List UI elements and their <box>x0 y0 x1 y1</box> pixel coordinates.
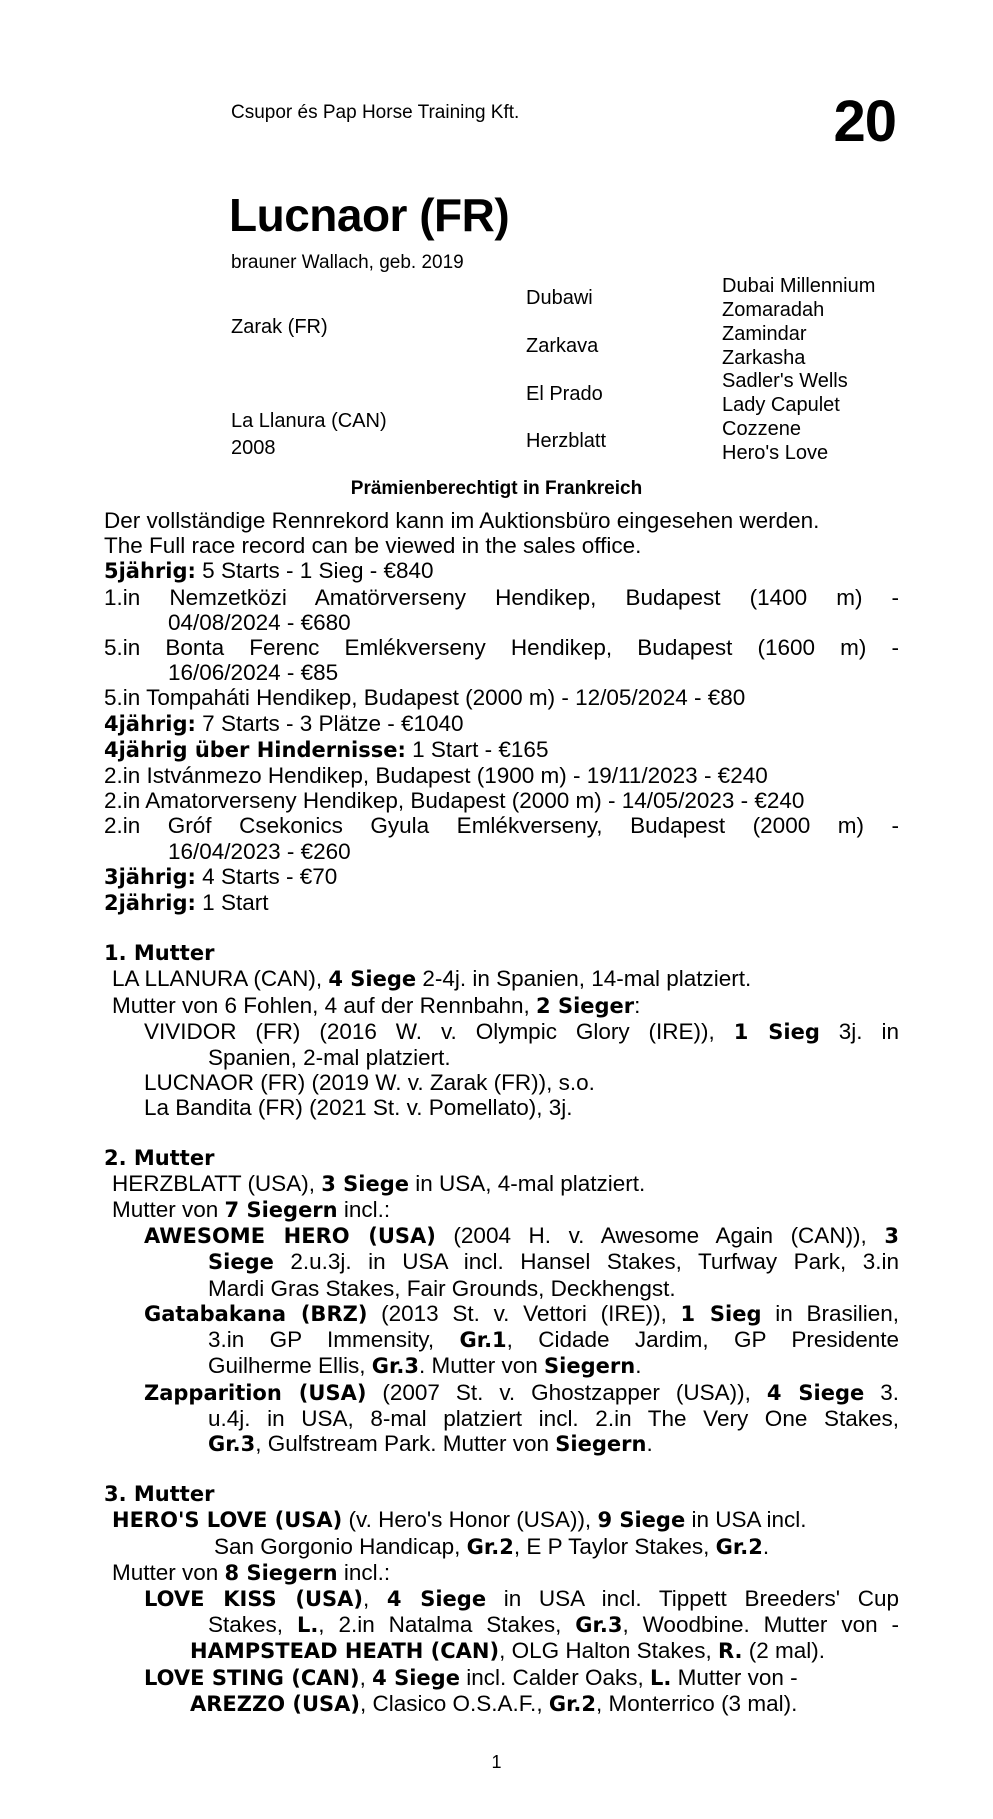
age-summary: 4 Starts - €70 <box>195 863 338 889</box>
bold-text: 4 Siege <box>766 1380 865 1405</box>
bold-text: HERO'S LOVE (USA) <box>112 1508 343 1533</box>
text-segment: . <box>646 1430 653 1456</box>
pedigree-dam-dam: Herzblatt <box>526 430 607 452</box>
text-segment: in Brasilien, <box>761 1300 899 1326</box>
text-segment: LA LLANURA (CAN), <box>112 966 329 992</box>
dam-line <box>104 1171 899 1197</box>
dam-1-section <box>104 941 899 1120</box>
age-label: 5jährig: <box>104 559 196 584</box>
dam-line <box>104 1197 899 1223</box>
offspring-line <box>104 1665 899 1691</box>
bold-text: Zapparition (USA) <box>144 1380 367 1405</box>
pedigree-ggp: Hero's Love <box>722 442 829 464</box>
age-label: 2jährig: <box>104 891 196 916</box>
grand-offspring-line <box>104 1691 899 1717</box>
lot-number: 20 <box>833 89 896 154</box>
text-segment: , Clasico O.S.A.F., <box>360 1690 549 1716</box>
record-age-5 <box>104 558 899 584</box>
bold-text: 3 <box>884 1224 899 1249</box>
pedigree-sire-dam: Zarkava <box>526 335 599 357</box>
bold-text: 1 Sieg <box>733 1019 820 1044</box>
horse-name: Lucnaor (FR) <box>229 189 510 241</box>
race-record <box>104 508 899 916</box>
text-segment: Mutter von <box>112 1197 225 1223</box>
bold-text: Gr.3 <box>371 1354 419 1379</box>
text-segment: (2007 St. v. Ghostzapper (USA)), <box>366 1379 767 1405</box>
race-line: 04/08/2024 - €680 <box>168 609 351 635</box>
pedigree-dam-year: 2008 <box>231 437 276 459</box>
dam-line <box>104 1560 899 1586</box>
text-segment: (2004 H. v. Awesome Again (CAN)), <box>435 1223 885 1249</box>
record-age-4 <box>104 711 899 737</box>
bold-text: L. <box>650 1665 672 1690</box>
bold-text: HAMPSTEAD HEATH (CAN) <box>190 1639 500 1664</box>
age-summary: 5 Starts - 1 Sieg - €840 <box>195 558 434 584</box>
text-segment: in USA, 4-mal platziert. <box>408 1170 646 1196</box>
bold-text: LOVE STING (CAN) <box>144 1665 360 1690</box>
text-segment: incl.: <box>337 1197 391 1223</box>
age-summary: 7 Starts - 3 Plätze - €1040 <box>195 710 464 736</box>
text-segment: , Cidade Jardim, GP Presidente <box>506 1327 899 1353</box>
bold-text: AWESOME HERO (USA) <box>144 1224 436 1249</box>
section-heading: 2. Mutter <box>104 1145 215 1170</box>
offspring-line: LUCNAOR (FR) (2019 W. v. Zarak (FR)), s.o. <box>144 1070 595 1096</box>
race-line: 5.in Bonta Ferenc Emlékverseny Hendikep, Budapest (1600 m) - <box>104 635 899 661</box>
bold-text: 3 Siege <box>321 1171 409 1196</box>
text-segment: , <box>359 1664 373 1690</box>
pedigree-ggp: Sadler's Wells <box>722 370 848 392</box>
text-segment: Stakes, <box>208 1612 297 1638</box>
offspring-line: u.4j. in USA, 8-mal platziert incl. 2.in The Very One Stakes, <box>208 1405 899 1431</box>
bold-text: 2 Sieger <box>536 993 635 1018</box>
horse-description: brauner Wallach, geb. 2019 <box>231 252 464 273</box>
race-line: 5.in Tompaháti Hendikep, Budapest (2000 m) - 12/05/2024 - €80 <box>104 685 746 711</box>
text-segment: San Gorgonio Handicap, <box>214 1533 467 1559</box>
text-segment: 3. <box>864 1379 899 1405</box>
text-segment: , Gulfstream Park. Mutter von <box>255 1430 556 1456</box>
bold-text: 9 Siege <box>597 1508 686 1533</box>
consignor-name: Csupor és Pap Horse Training Kft. <box>231 102 520 123</box>
text-segment: Mutter von <box>112 1559 225 1585</box>
pedigree-sire-sire: Dubawi <box>526 287 593 309</box>
text-segment: in USA incl. Tippett Breeders' Cup <box>486 1585 899 1611</box>
bold-text: R. <box>717 1639 743 1664</box>
offspring-line <box>104 1353 899 1379</box>
pedigree-dam-sire: El Prado <box>526 383 603 405</box>
bold-text: AREZZO (USA) <box>190 1691 361 1716</box>
age-label: 3jährig: <box>104 864 196 889</box>
bold-text: 1 Sieg <box>680 1301 762 1326</box>
record-note-en: The Full race record can be viewed in the sales office. <box>104 533 642 559</box>
race-line: 2.in Gróf Csekonics Gyula Emlékverseny, Budapest (2000 m) - <box>104 813 899 839</box>
age-summary: 1 Start <box>195 890 269 916</box>
race-line: 16/06/2024 - €85 <box>168 660 339 686</box>
offspring-line <box>104 1431 899 1457</box>
offspring-line: Mardi Gras Stakes, Fair Grounds, Deckhengst. <box>208 1275 676 1301</box>
text-segment: HERZBLATT (USA), <box>112 1170 322 1196</box>
bold-text: Gr.3 <box>208 1431 256 1456</box>
pedigree-ggp: Lady Capulet <box>722 394 840 416</box>
bold-text: 8 Siegern <box>224 1560 338 1585</box>
pedigree-ggp: Cozzene <box>722 418 801 440</box>
bold-text: Gatabakana (BRZ) <box>144 1301 368 1326</box>
catalogue-body <box>104 508 899 1717</box>
section-heading: 1. Mutter <box>104 941 215 966</box>
race-line: 2.in Amatorverseny Hendikep, Budapest (2000 m) - 14/05/2023 - €240 <box>104 788 805 814</box>
text-segment: Mutter von - <box>671 1664 798 1690</box>
record-age-2 <box>104 890 899 916</box>
dam-line <box>104 1507 899 1533</box>
bold-text: Siegern <box>555 1431 647 1456</box>
bold-text: 4 Siege <box>372 1665 460 1690</box>
pedigree-sire: Zarak (FR) <box>231 316 328 338</box>
section-heading: 3. Mutter <box>104 1482 215 1507</box>
premium-note: Prämienberechtigt in Frankreich <box>350 478 643 499</box>
offspring-line <box>104 1586 899 1612</box>
bold-text: Gr.3 <box>575 1613 623 1638</box>
offspring-line <box>104 1019 899 1045</box>
record-note-de: Der vollständige Rennrekord kann im Auktionsbüro eingesehen werden. <box>104 508 820 533</box>
bold-text: Siegern <box>544 1354 636 1379</box>
dam-2-section <box>104 1146 899 1457</box>
text-segment: 3j. in <box>819 1018 899 1044</box>
text-segment: (2 mal). <box>742 1638 826 1664</box>
dam-line <box>104 1534 899 1560</box>
text-segment: incl. Calder Oaks, <box>459 1664 651 1690</box>
text-segment: , <box>362 1585 387 1611</box>
grand-offspring-line <box>104 1638 899 1664</box>
dam-3-section <box>104 1482 899 1717</box>
dam-line <box>104 966 899 992</box>
bold-text: Gr.1 <box>459 1328 507 1353</box>
offspring-line <box>104 1380 899 1406</box>
page-number: 1 <box>491 1752 502 1772</box>
bold-text: 4 Siege <box>328 967 417 992</box>
age-summary: 1 Start - €165 <box>405 736 549 762</box>
race-line: 2.in Istvánmezo Hendikep, Budapest (1900 m) - 19/11/2023 - €240 <box>104 763 768 789</box>
text-segment: . Mutter von <box>419 1353 545 1379</box>
record-age-3 <box>104 864 899 890</box>
offspring-line <box>104 1612 899 1638</box>
text-segment: , Woodbine. Mutter von - <box>622 1612 899 1638</box>
bold-text: 4 Siege <box>386 1586 487 1611</box>
text-segment: . <box>635 1353 642 1379</box>
text-segment: , 2.in Natalma Stakes, <box>318 1612 576 1638</box>
text-segment: , OLG Halton Stakes, <box>499 1638 718 1664</box>
text-segment: 2.u.3j. in USA incl. Hansel Stakes, Turfway Park, 3.in <box>273 1249 899 1275</box>
offspring-line: Spanien, 2-mal platziert. <box>208 1045 451 1071</box>
text-segment: (2013 St. v. Vettori (IRE)), <box>367 1300 681 1326</box>
pedigree-dam: La Llanura (CAN) <box>231 410 387 432</box>
age-label: 4jährig: <box>104 711 196 736</box>
offspring-line <box>104 1301 899 1327</box>
text-segment: 2-4j. in Spanien, 14-mal platziert. <box>416 966 752 992</box>
bold-text: Gr.2 <box>466 1534 514 1559</box>
offspring-line <box>104 1327 899 1353</box>
bold-text: Gr.2 <box>548 1691 597 1716</box>
pedigree-ggp: Zomaradah <box>722 299 825 321</box>
pedigree-ggp: Dubai Millennium <box>722 275 876 297</box>
text-segment: , E P Taylor Stakes, <box>513 1533 716 1559</box>
bold-text: L. <box>296 1613 319 1638</box>
bold-text: Siege <box>208 1250 274 1275</box>
text-segment: in USA incl. <box>685 1507 807 1533</box>
text-segment: Guilherme Ellis, <box>208 1353 372 1379</box>
bold-text: Gr.2 <box>715 1534 763 1559</box>
offspring-line <box>104 1249 899 1275</box>
pedigree-ggp: Zarkasha <box>722 347 806 369</box>
offspring-line <box>104 1223 899 1249</box>
race-line: 16/04/2023 - €260 <box>168 838 351 864</box>
text-segment: (v. Hero's Honor (USA)), <box>342 1507 598 1533</box>
text-segment: Mutter von 6 Fohlen, 4 auf der Rennbahn, <box>112 992 537 1018</box>
offspring-line: La Bandita (FR) (2021 St. v. Pomellato), 3j. <box>144 1095 573 1121</box>
text-segment: VIVIDOR (FR) (2016 W. v. Olympic Glory (IRE)), <box>144 1018 734 1044</box>
pedigree-ggp: Zamindar <box>722 323 807 345</box>
text-segment: . <box>762 1533 770 1559</box>
text-segment: 3.in GP Immensity, <box>208 1327 460 1353</box>
dam-line <box>104 993 899 1019</box>
record-age-4-hurdles <box>104 737 899 763</box>
bold-text: LOVE KISS (USA) <box>144 1586 363 1611</box>
bold-text: 7 Siegern <box>224 1198 338 1223</box>
race-line: 1.in Nemzetközi Amatörverseny Hendikep, Budapest (1400 m) - <box>104 584 899 610</box>
age-label: 4jährig über Hindernisse: <box>104 737 406 762</box>
text-segment: : <box>634 992 641 1018</box>
text-segment: incl.: <box>337 1559 391 1585</box>
text-segment: , Monterrico (3 mal). <box>596 1690 798 1716</box>
